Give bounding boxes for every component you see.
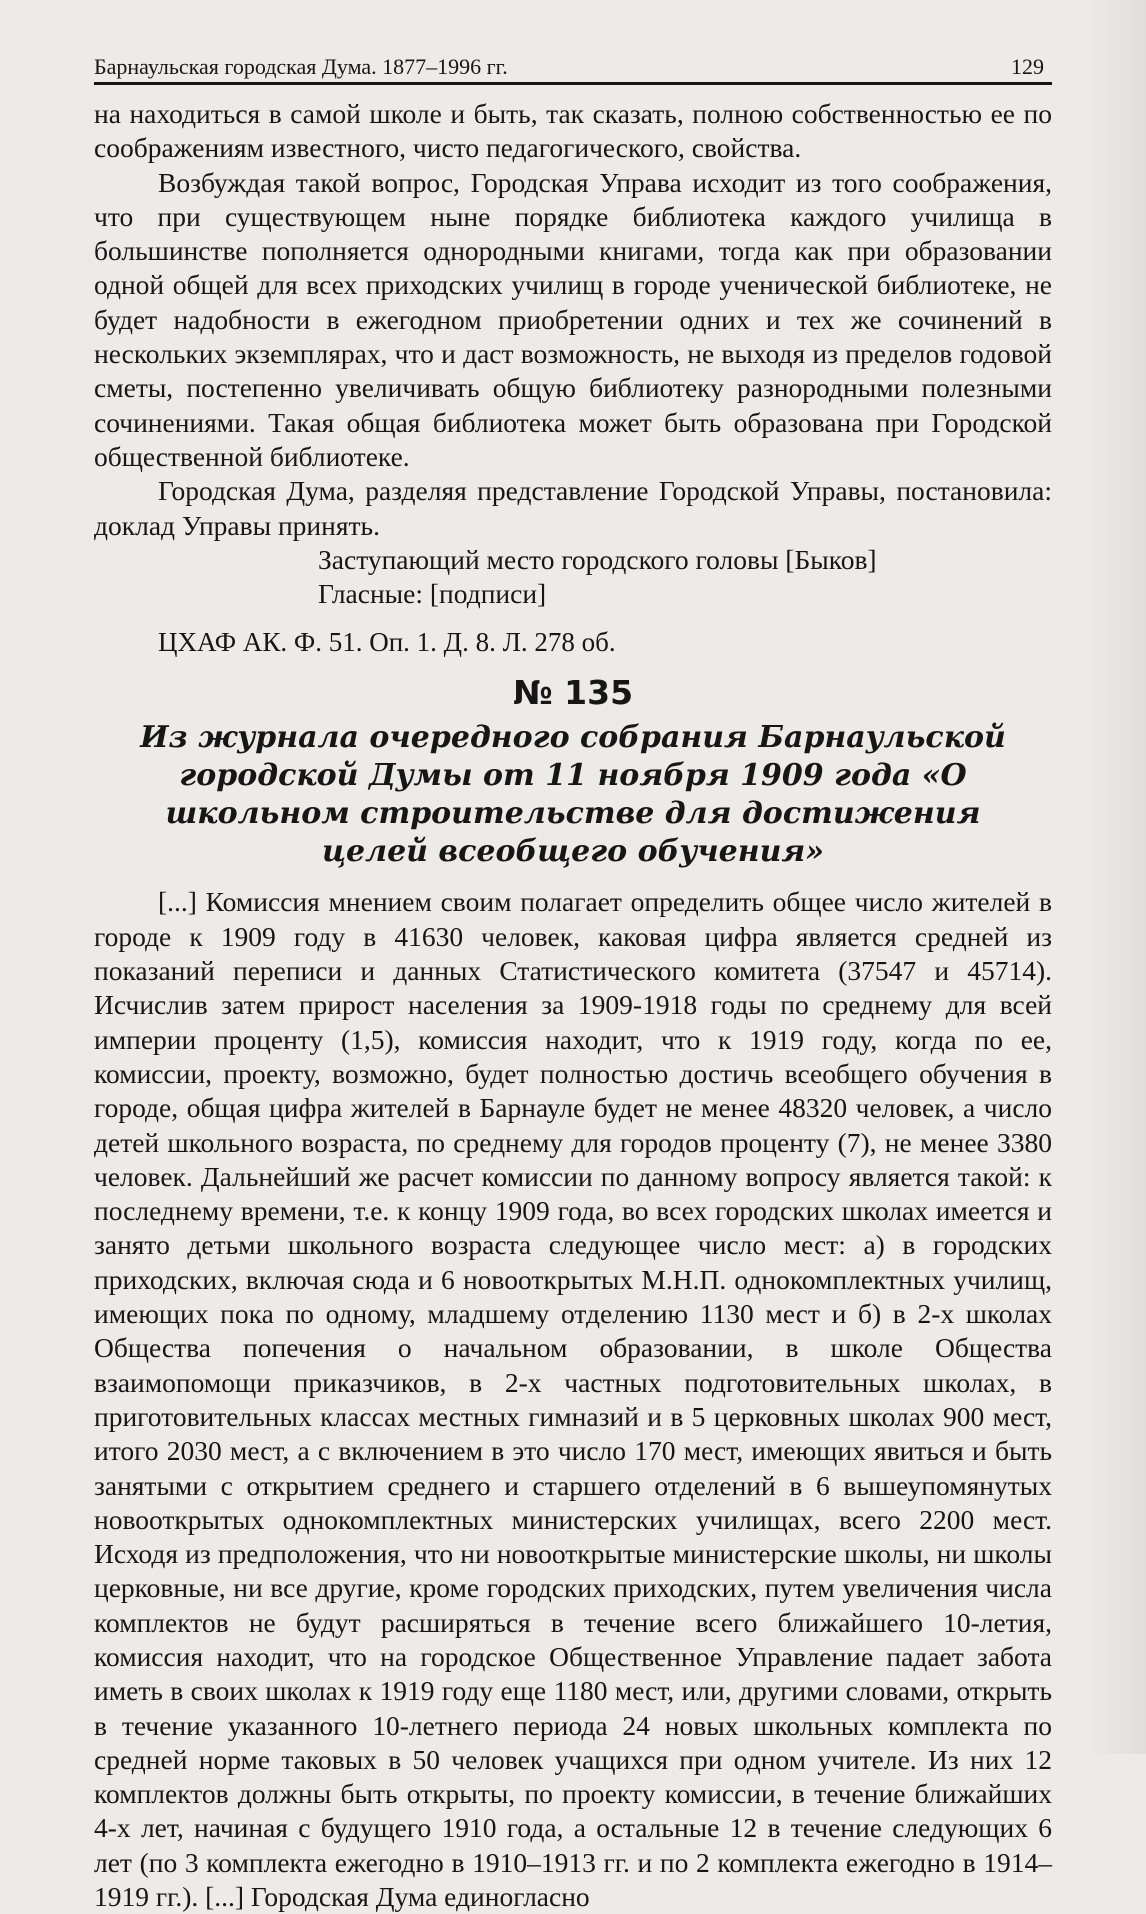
- document-heading: Из журнала очередного собрания Барнаульской городской Думы от 11 ноября 1909 года «О школьном строительстве для достижения целей всеобщего обучения»: [140, 720, 1006, 870]
- signature-councillors: Гласные: [подписи]: [318, 578, 547, 610]
- running-header: [94, 40, 1052, 80]
- header-rule: [94, 82, 1052, 85]
- main-body: [94, 885, 1052, 1914]
- paragraph-resolution: Городская Дума, разделяя представление Городской Управы, постановила: доклад Управы принять.: [94, 475, 1052, 541]
- archive-reference: ЦХАФ АК. Ф. 51. Оп. 1. Д. 8. Л. 278 об.: [158, 627, 616, 658]
- main-paragraph: [...] Комиссия мнением своим полагает определить общее число жителей в городе к 1909 году в 41630 человек, каковая цифра является средней из показаний переписи и данных Статистического комитета (37547 и 45714). Исчислив затем прирост населения за 1909-1918 годы по среднему для всей империи проценту (1,5), комиссия находит, что к 1919 году, когда по ее, комиссии, проекту, возможно, будет полностью достичь всеобщего обучения в городе, общая цифра жителей в Барнауле будет не менее 48320 человек, а число детей школьного возраста, по среднему для городов проценту (7), не менее 3380 человек. Дальнейший же расчет комиссии по данному вопросу является такой: к последнему времени, т.е. к концу 1909 года, во всех городских школах имеется и занято детьми школьного возраста следующее число мест: а) в городских приходских, включая сюда и 6 новооткрытых М.Н.П. однокомплектных училищ, имеющих пока по одному, младшему отделению 1130 мест и б) в 2-х школах Общества попечения о начальном образовании, в школе Общества взаимопомощи приказчиков, в 2-х частных подготовительных школах, в приготовительных классах местных гимназий и в 5 церковных школах 900 мест, итого 2030 мест, а с включением в это число 170 мест, имеющих явиться и быть занятыми с открытием среднего и старшего отделений в 6 вышеупомянутых новооткрытых однокомплектных министерских училищах, всего 2200 мест. Исходя из предположения, что ни новооткрытые министерские школы, ни школы церковные, ни все другие, кроме городских приходских, путем увеличения числа комплектов не будут расширяться в течение всего ближайшего 10-летия, комиссия находит, что на городское Общественное Управление падает забота иметь в своих школах к 1919 году еще 1180 мест, или, другими словами, открыть в течение указанного 10-летнего периода 24 новых школьных комплекта по средней норме таковых в 50 человек учащихся при одном учителе. Из них 12 комплектов должны быть открыты, по проекту комиссии, в течение ближайших 4-х лет, начиная с будущего 1910 года, а остальные 12 в течение следующих 6 лет (по 3 комплекта ежегодно в 1910–1913 гг. и по 2 комплекта ежегодно в 1914–1919 гг.). [...] Городская Дума единогласно: [94, 886, 1052, 1913]
- page-number: 129: [1011, 54, 1044, 79]
- body-text: [94, 97, 1052, 543]
- signature-deputy-head: Заступающий место городского головы [Быков]: [318, 543, 877, 575]
- paragraph-library: Возбуждая такой вопрос, Городская Управа исходит из того соображения, что при существующем ныне порядке библиотека каждого училища в большинстве пополняется однородными книгами, тогда как при образовании одной общей для всех приходских училищ в городе ученической библиотеке, не будет надобности в ежегодном приобретении одних и тех же сочинений в нескольких экземплярах, что и даст возможность, не выходя из пределов годовой сметы, постепенно увеличивать общую библиотеку разнородными полезными сочинениями. Такая общая библиотека может быть образована при Городской общественной библиотеке.: [94, 166, 1052, 472]
- document-number: № 135: [512, 673, 634, 713]
- signature-block: [94, 543, 1052, 612]
- running-title: Барнаульская городская Дума. 1877–1996 гг.: [94, 54, 508, 79]
- continuation-paragraph: на находиться в самой школе и быть, так сказать, полною собственностью ее по соображениям известного, чисто педагогического, свойства.: [94, 98, 1052, 164]
- page-edge-shadow: [1086, 0, 1146, 1754]
